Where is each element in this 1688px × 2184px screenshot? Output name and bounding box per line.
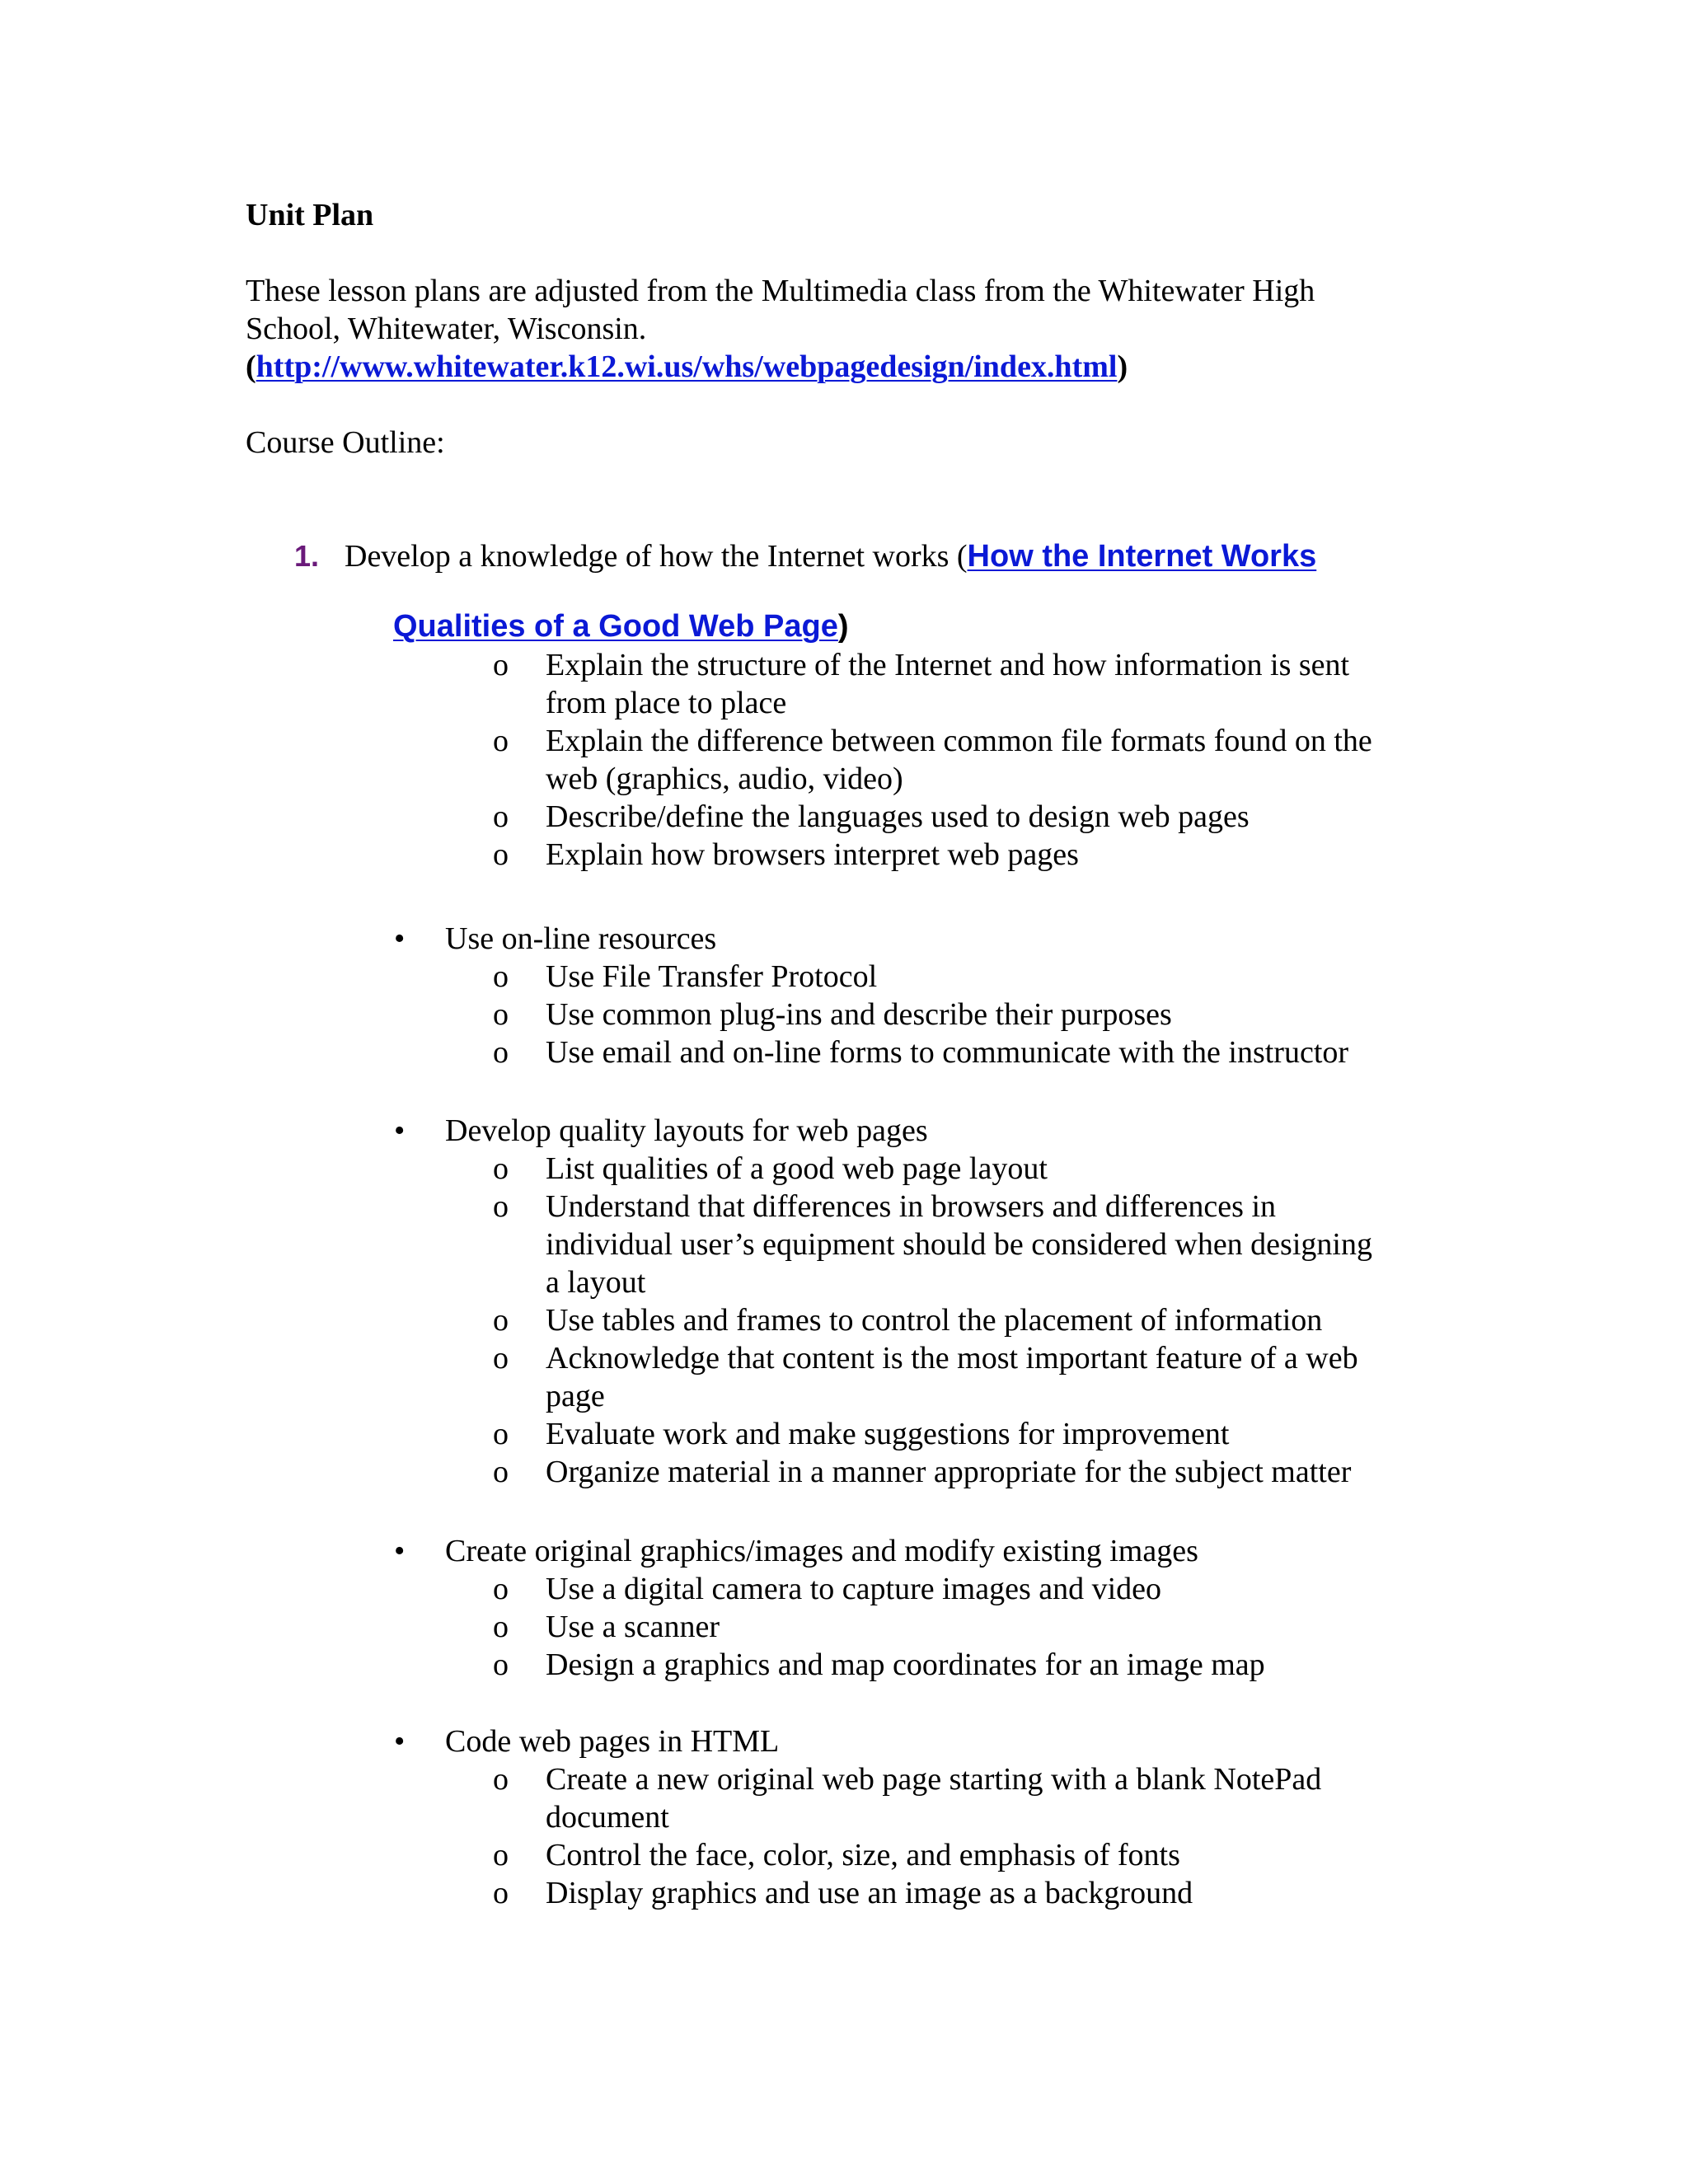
sub-item-text: List qualities of a good web page layout [546, 1151, 1048, 1186]
section-1-close-paren: ) [837, 609, 849, 644]
url-open-paren: ( [246, 349, 256, 384]
sub-item-text: Display graphics and use an image as a background [546, 1876, 1193, 1910]
course-outline-label: Course Outline: [246, 425, 445, 460]
sub-item-text: Use File Transfer Protocol [546, 959, 878, 994]
section-1-number: 1. [294, 539, 320, 573]
intro-line-1: These lesson plans are adjusted from the Multimedia class from the Whitewater High [246, 274, 1315, 308]
sub-bullet-marker: o [493, 1303, 509, 1338]
sub-item-text: Describe/define the languages used to design web pages [546, 799, 1250, 834]
sub-bullet-marker: o [493, 1189, 509, 1224]
sub-item-text: Organize material in a manner appropriate for the subject matter [546, 1455, 1352, 1489]
bullet-item-text: Create original graphics/images and modify existing images [445, 1534, 1198, 1568]
bullet-item-text: Use on-line resources [445, 921, 717, 956]
sub-bullet-marker: o [493, 959, 509, 994]
bullet-item-text: Develop quality layouts for web pages [445, 1113, 928, 1148]
bullet-marker: • [394, 921, 406, 956]
intro-url-line [246, 348, 1128, 386]
how-internet-works-link[interactable]: How the Internet Works [967, 539, 1317, 574]
sub-bullet-marker: o [493, 1838, 509, 1872]
sub-bullet-marker: o [493, 799, 509, 834]
sub-bullet-marker: o [493, 1762, 509, 1797]
section-1-heading [345, 537, 1316, 575]
sub-item-text: Design a graphics and map coordinates for an image map [546, 1647, 1265, 1682]
sub-item-text: web (graphics, audio, video) [546, 762, 903, 796]
sub-bullet-marker: o [493, 648, 509, 682]
sub-bullet-marker: o [493, 1035, 509, 1070]
url-close-paren: ) [1117, 349, 1128, 384]
sub-item-text: Use a scanner [546, 1610, 720, 1644]
bullet-marker: • [394, 1113, 406, 1148]
sub-bullet-marker: o [493, 1341, 509, 1376]
bullet-marker: • [394, 1534, 406, 1568]
sub-item-text: Understand that differences in browsers and differences in [546, 1189, 1277, 1224]
sub-bullet-marker: o [493, 1647, 509, 1682]
sub-bullet-marker: o [493, 724, 509, 758]
sub-item-text: a layout [546, 1265, 646, 1300]
sub-item-text: Explain how browsers interpret web pages [546, 837, 1079, 872]
sub-bullet-marker: o [493, 1572, 509, 1606]
sub-item-text: Acknowledge that content is the most important feature of a web [546, 1341, 1358, 1376]
sub-bullet-marker: o [493, 1455, 509, 1489]
sub-item-text: Use tables and frames to control the placement of information [546, 1303, 1323, 1338]
sub-item-text: page [546, 1379, 605, 1413]
sub-bullet-marker: o [493, 997, 509, 1032]
section-1-link-line [393, 607, 849, 645]
sub-item-text: document [546, 1800, 669, 1835]
sub-item-text: Explain the difference between common file formats found on the [546, 724, 1372, 758]
document-title: Unit Plan [246, 198, 374, 232]
sub-bullet-marker: o [493, 1876, 509, 1910]
sub-item-text: Explain the structure of the Internet and how information is sent [546, 648, 1350, 682]
sub-item-text: Control the face, color, size, and emphasis of fonts [546, 1838, 1180, 1872]
sub-item-text: Create a new original web page starting with a blank NotePad [546, 1762, 1322, 1797]
sub-item-text: from place to place [546, 686, 787, 720]
bullet-item-text: Code web pages in HTML [445, 1724, 780, 1759]
sub-bullet-marker: o [493, 1417, 509, 1451]
qualities-good-web-page-link[interactable]: Qualities of a Good Web Page [393, 609, 838, 644]
bullet-marker: • [394, 1724, 406, 1759]
sub-item-text: Use email and on-line forms to communicate with the instructor [546, 1035, 1349, 1070]
whitewater-url-link[interactable]: http://www.whitewater.k12.wi.us/whs/webpagedesign/index.html [256, 349, 1118, 384]
sub-bullet-marker: o [493, 837, 509, 872]
sub-item-text: Evaluate work and make suggestions for improvement [546, 1417, 1230, 1451]
sub-item-text: individual user’s equipment should be considered when designing [546, 1227, 1372, 1262]
intro-line-2: School, Whitewater, Wisconsin. [246, 312, 647, 346]
section-1-text: Develop a knowledge of how the Internet works ( [345, 539, 968, 574]
sub-bullet-marker: o [493, 1610, 509, 1644]
sub-item-text: Use common plug-ins and describe their purposes [546, 997, 1172, 1032]
sub-bullet-marker: o [493, 1151, 509, 1186]
sub-item-text: Use a digital camera to capture images and video [546, 1572, 1162, 1606]
